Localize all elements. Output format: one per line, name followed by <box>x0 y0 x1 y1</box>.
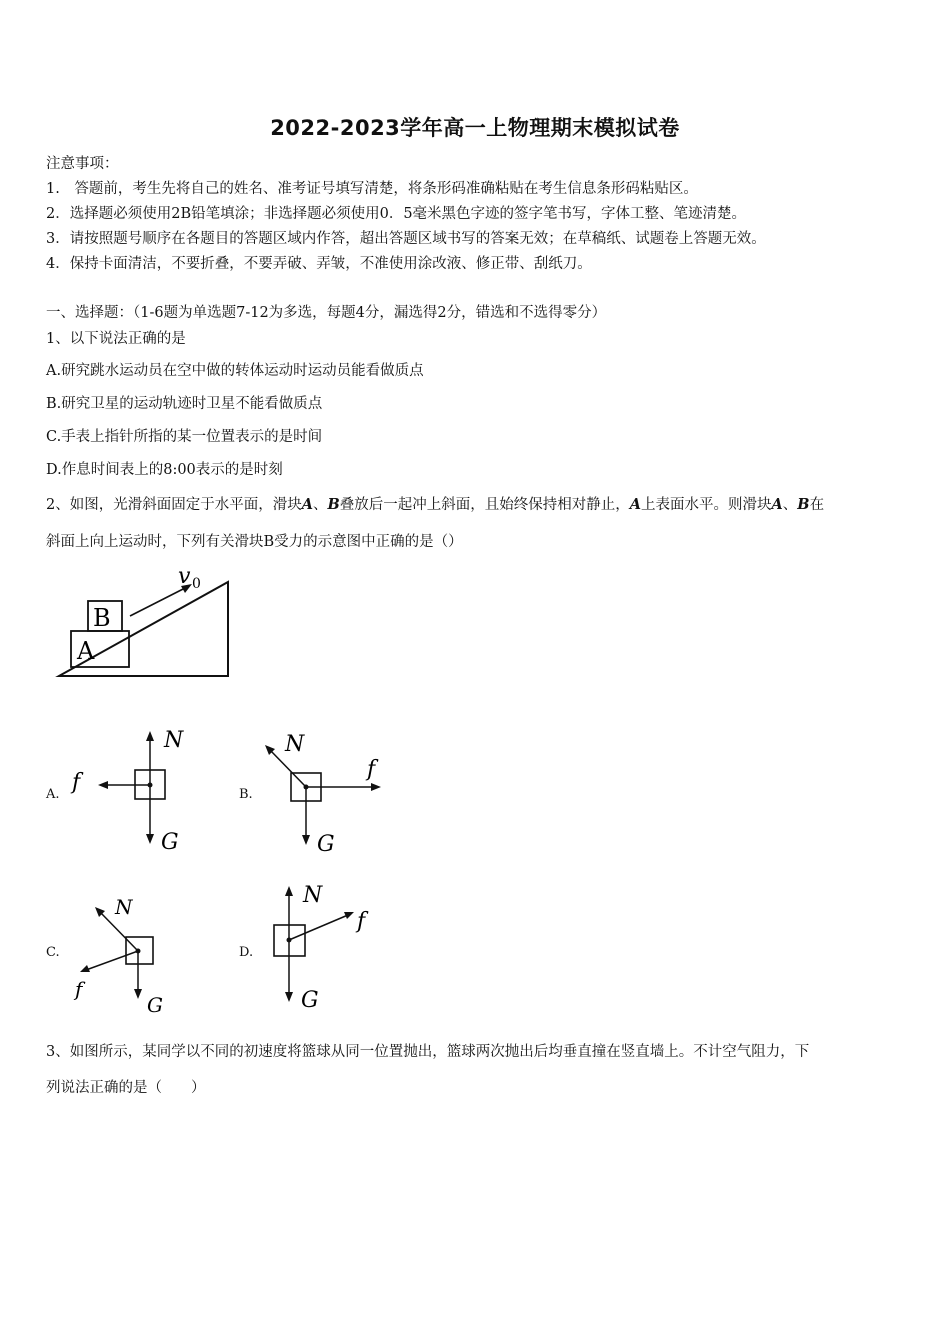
arrowhead <box>98 781 108 789</box>
notice-item: 2．选择题必须使用2B铅笔填涂；非选择题必须使用0．5毫米黑色字迹的签字笔书写，字体工整、笔迹清楚。 <box>46 206 747 222</box>
force-diagram-b <box>255 725 395 860</box>
g-label: G <box>161 830 179 855</box>
center-dot <box>287 938 292 943</box>
question-2-stem-line2: 斜面上向上运动时，下列有关滑块B受力的示意图中正确的是（） <box>46 534 463 550</box>
page-title: 2022-2023学年高一上物理期末模拟试卷 <box>270 116 680 140</box>
question-3-stem-line2: 列说法正确的是（ ） <box>46 1080 206 1096</box>
velocity-subscript: 0 <box>192 576 201 592</box>
arrowhead <box>344 912 354 919</box>
question-2-stem-line1: 2、如图，光滑斜面固定于水平面，滑块A、B叠放后一起冲上斜面，且始终保持相对静止，A上表面水平。则滑块A、B在 <box>46 496 825 513</box>
f-label: f <box>72 770 81 795</box>
f-label: f <box>367 757 376 782</box>
question-2-option-a-label: A. <box>46 787 60 802</box>
arrowhead <box>285 886 293 896</box>
friction-arrow <box>289 915 348 940</box>
force-diagram-d <box>262 880 392 1020</box>
incline-figure <box>50 560 240 685</box>
f-label: f <box>357 909 366 934</box>
question-2-option-b-label: B. <box>239 787 253 802</box>
block-b-label: B <box>93 604 111 632</box>
notice-item: 4．保持卡面清洁，不要折叠，不要弄破、弄皱，不准使用涂改液、修正带、刮纸刀。 <box>46 256 592 272</box>
center-dot <box>304 785 309 790</box>
arrowhead <box>146 731 154 741</box>
question-1-option-b: B.研究卫星的运动轨迹时卫星不能看做质点 <box>46 396 323 412</box>
question-1-option-c: C.手表上指针所指的某一位置表示的是时间 <box>46 429 323 445</box>
arrowhead <box>371 783 381 791</box>
arrowhead <box>80 965 90 972</box>
n-label: N <box>303 883 323 908</box>
center-dot <box>148 783 153 788</box>
question-1-option-d: D.作息时间表上的8:00表示的是时刻 <box>46 462 283 478</box>
g-label: G <box>317 832 335 857</box>
center-dot <box>136 949 141 954</box>
n-label: N <box>164 728 184 753</box>
question-3-stem-line1: 3、如图所示，某同学以不同的初速度将篮球从同一位置抛出，篮球两次抛出后均垂直撞在竖直墙上。不计空气阻力，下 <box>46 1044 810 1060</box>
notice-item: 3．请按照题号顺序在各题目的答题区域内作答，超出答题区域书写的答案无效；在草稿纸、试题卷上答题无效。 <box>46 231 766 247</box>
arrowhead <box>134 989 142 999</box>
g-label: G <box>301 988 319 1013</box>
question-1-stem: 1、以下说法正确的是 <box>46 331 186 347</box>
force-diagram-a <box>60 725 200 860</box>
n-label: N <box>285 732 305 757</box>
g-label: G <box>147 993 163 1017</box>
velocity-label: v <box>178 564 191 589</box>
friction-arrow <box>86 951 138 970</box>
arrowhead <box>146 834 154 844</box>
n-label: N <box>115 895 133 919</box>
arrowhead <box>285 992 293 1002</box>
section-heading: 一、选择题：（1-6题为单选题7-12为多选，每题4分，漏选得2分，错选和不选得零分） <box>46 305 607 321</box>
question-2-option-c-label: C. <box>46 945 60 960</box>
arrowhead <box>302 835 310 845</box>
notice-item: 1. 答题前，考生先将自己的姓名、准考证号填写清楚，将条形码准确粘贴在考生信息条形码粘贴区。 <box>46 181 698 197</box>
question-1-option-a: A.研究跳水运动员在空中做的转体运动时运动员能看做质点 <box>46 363 424 379</box>
velocity-arrow <box>130 586 189 616</box>
question-2-option-d-label: D. <box>239 945 254 960</box>
block-a-label: A <box>77 637 95 665</box>
notice-heading: 注意事项： <box>46 156 119 172</box>
force-diagram-c <box>70 890 200 1020</box>
f-label: f <box>75 977 83 1001</box>
